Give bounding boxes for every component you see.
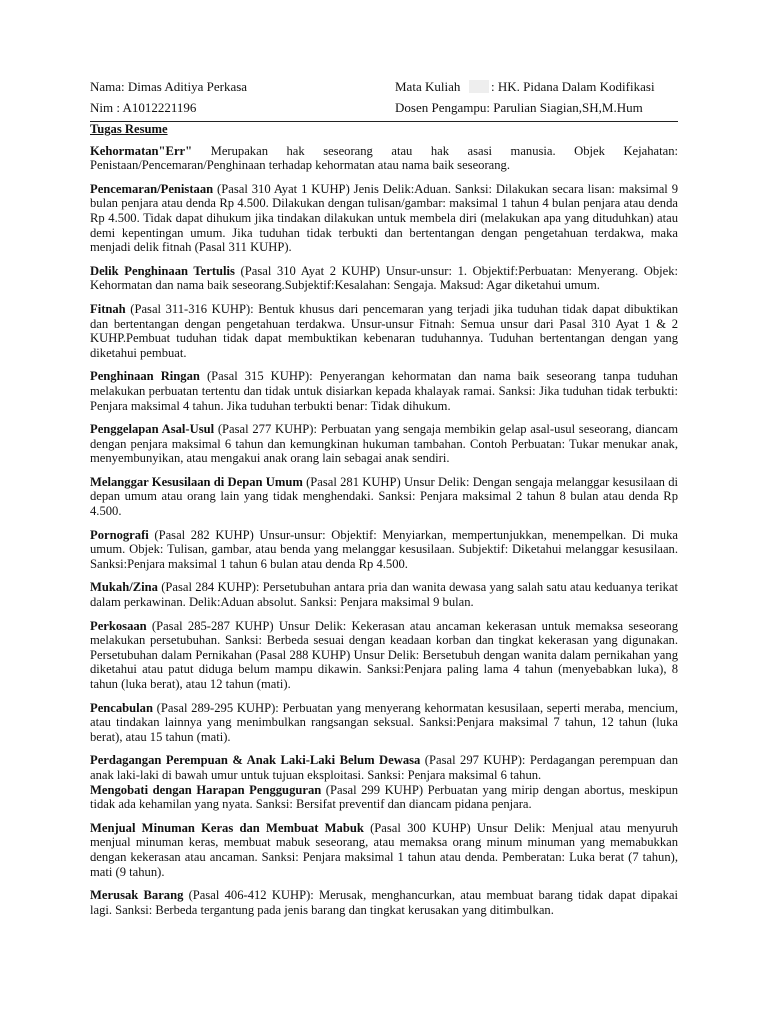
paragraph-term: Penggelapan Asal-Usul (90, 422, 215, 437)
paragraph (90, 528, 678, 572)
course-info (395, 76, 655, 97)
paragraph-text: (Pasal 311-316 KUHP): Bentuk khusus dari pencemaran yang terjadi jika tuduhan tidak dapat dibuktikan dan bertentangan dengan pengetahuan terdakwa. Unsur-unsur Fitnah: Semua unsur dari Pasal 310 Ayat 1 & 2 KUHP.Pembuat tuduhan tidak dapat membuktikan kebenaran tuduhannya. Tuduhan bertentangan dengan yang diketahui pembuat. (90, 301, 678, 360)
paragraph-term: Menjual Minuman Keras dan Membuat Mabuk (90, 820, 364, 835)
paragraph-term: Pencabulan (90, 700, 153, 715)
paragraph (90, 753, 678, 782)
student-nim: Nim : A1012221196 (90, 100, 197, 115)
paragraph-term: Mengobati dengan Harapan Pengguguran (90, 782, 322, 797)
student-name: Nama: Dimas Aditiya Perkasa (90, 79, 248, 94)
paragraph-text: (Pasal 299 KUHP) Perbuatan yang mirip dengan abortus, meskipun tidak ada kehamilan yang nyata. Sanksi: Bersifat preventif dan diancam pidana penjara. (90, 782, 678, 812)
course-value: : HK. Pidana Dalam Kodifikasi (491, 79, 655, 94)
paragraph (90, 264, 678, 293)
paragraph (90, 580, 678, 609)
paragraph (90, 302, 678, 360)
header-row-1 (90, 76, 678, 97)
paragraph (90, 701, 678, 745)
paragraph-text: (Pasal 297 KUHP): Perdagangan perempuan dan anak laki-laki di bawah umur untuk tujuan eksploitasi. Sanksi: Penjara maksimal 6 tahun. (90, 753, 678, 782)
lecturer-info: Dosen Pengampu: Parulian Siagian,SH,M.Hum (395, 100, 643, 115)
document-header (90, 76, 678, 118)
paragraph (90, 783, 678, 812)
highlight-mark (469, 80, 489, 93)
paragraph (90, 475, 678, 519)
paragraph-text: (Pasal 284 KUHP): Persetubuhan antara pria dan wanita dewasa yang salah satu atau keduanya terikat dalam perkawinan. Delik:Aduan absolut. Sanksi: Penjara maksimal 9 bulan. (90, 580, 678, 610)
paragraph (90, 821, 678, 879)
paragraph-term: Pencemaran/Penistaan (90, 181, 214, 196)
paragraph (90, 369, 678, 413)
paragraph-text: (Pasal 300 KUHP) Unsur Delik: Menjual atau menyuruh menjual minuman keras, membuat mabuk seseorang, atau memaksa orang minum minuman yang memabukkan dengan kekerasan atau ancaman. Sanksi: Penjara maksimal 1 tahun atau denda. Pemberatan: Luka berat (7 tahun), mati (9 tahun). (90, 820, 679, 879)
paragraph-text: (Pasal 281 KUHP) Unsur Delik: Dengan sengaja melanggar kesusilaan di depan umum atau orang lain yang tidak menghendaki. Sanksi: Penjara maksimal 2 tahun 8 bulan atau denda Rp 4.500. (90, 474, 679, 519)
paragraph-text: (Pasal 406-412 KUHP): Merusak, menghancurkan, atau membuat barang tidak dapat dipakai lagi. Sanksi: Berbeda tergantung pada jenis barang dan tingkat kerusakan yang ditimbulkan. (90, 888, 679, 917)
paragraph (90, 888, 678, 917)
paragraph (90, 422, 678, 466)
paragraph-term: Kehormatan"Err" (90, 143, 193, 158)
paragraph-term: Fitnah (90, 301, 126, 316)
paragraph-term: Melanggar Kesusilaan di Depan Umum (90, 474, 303, 489)
paragraph-term: Perdagangan Perempuan & Anak Laki-Laki Belum Dewasa (90, 753, 421, 768)
paragraph-text: (Pasal 289-295 KUHP): Perbuatan yang menyerang kehormatan kesusilaan, seperti meraba, mencium, atau tindakan lainnya yang menimbulkan rangsangan seksual. Sanksi:Penjara maksimal 7 tahun, 12 tahun (luka berat), atau 15 tahun (mati). (90, 700, 678, 744)
paragraph-term: Penghinaan Ringan (90, 369, 200, 384)
paragraph-text: Merupakan hak seseorang atau hak asasi manusia. Objek Kejahatan: Penistaan/Pencemaran/Penghinaan terhadap kehormatan atau nama baik seseorang. (90, 143, 678, 173)
resume-body (90, 122, 678, 926)
paragraph-text: (Pasal 310 Ayat 2 KUHP) Unsur-unsur: 1. Objektif:Perbuatan: Menyerang. Objek: Kehormatan dan nama baik seseorang.Subjektif:Kesalahan: Sengaja. Maksud: Agar diketahui umum. (90, 263, 678, 293)
paragraph-text: (Pasal 315 KUHP): Penyerangan kehormatan dan nama baik seseorang tanpa tuduhan melakukan perbuatan tertentu dan tidak untuk disiarkan kepada khalayak ramai. Sanksi: Jika tuduhan tidak terbukti: Penjara maksimal 4 tahun. Jika tuduhan terbukti benar: Tidak dihukum. (90, 369, 678, 413)
paragraph-term: Merusak Barang (90, 888, 184, 903)
paragraph-text: (Pasal 310 Ayat 1 KUHP) Jenis Delik:Aduan. Sanksi: Dilakukan secara lisan: maksimal 9 bulan penjara atau denda Rp 4.500. Dilakukan dengan tulisan/gambar: maksimal 1 tahun 4 bulan penjara atau denda Rp 4.500. Tidak dapat dihukum jika tindakan dilakukan untuk membela diri (melakukan apa yang dituduhkan) atau demi kepentingan umum. Jika tuduhan tidak terbukti dan bertentangan dengan pengetahuan terdakwa, maka menjadi delik fitnah (Pasal 311 KUHP). (90, 181, 678, 255)
paragraph-term: Delik Penghinaan Tertulis (90, 263, 235, 278)
paragraph-text: (Pasal 277 KUHP): Perbuatan yang sengaja membikin gelap asal-usul seseorang, diancam dengan penjara maksimal 6 tahun dan kemungkinan hukuman tambahan. Contoh Perbuatan: Tukar menukar anak, menyembunyikan, atau mengakui anak orang lain sebagai anak sendiri. (90, 422, 679, 466)
paragraph-text: (Pasal 285-287 KUHP) Unsur Delik: Kekerasan atau ancaman kekerasan untuk memaksa seseorang melakukan persetubuhan. Sanksi: Berbeda sesuai dengan keadaan korban dan tingkat kekerasan yang digunakan. Persetubuhan dalam Pernikahan (Pasal 288 KUHP) Unsur Delik: Bersetubuh dengan wanita dalam pernikahan yang diketahui atau patut diduga belum mampu dikawin. Sanksi:Penjara paling lama 4 tahun (menyebabkan luka), 8 tahun (luka berat), atau 12 tahun (mati). (90, 618, 678, 691)
section-title: Tugas Resume (90, 122, 168, 136)
paragraph (90, 144, 678, 173)
course-label: Mata Kuliah (395, 79, 461, 94)
paragraph (90, 619, 678, 692)
paragraph-text: (Pasal 282 KUHP) Unsur-unsur: Objektif: Menyiarkan, mempertunjukkan, menempelkan. Di muka umum. Objek: Tulisan, gambar, atau benda yang melanggar kesusilaan. Subjektif: Diketahui melanggar kesusilaan. Sanksi:Penjara maksimal 1 tahun 6 bulan atau denda Rp 4.500. (90, 527, 678, 571)
paragraph-term: Pornografi (90, 527, 149, 542)
paragraph (90, 182, 678, 255)
paragraph-term: Mukah/Zina (90, 580, 158, 595)
paragraph-term: Perkosaan (90, 618, 147, 633)
header-row-2 (90, 97, 678, 118)
